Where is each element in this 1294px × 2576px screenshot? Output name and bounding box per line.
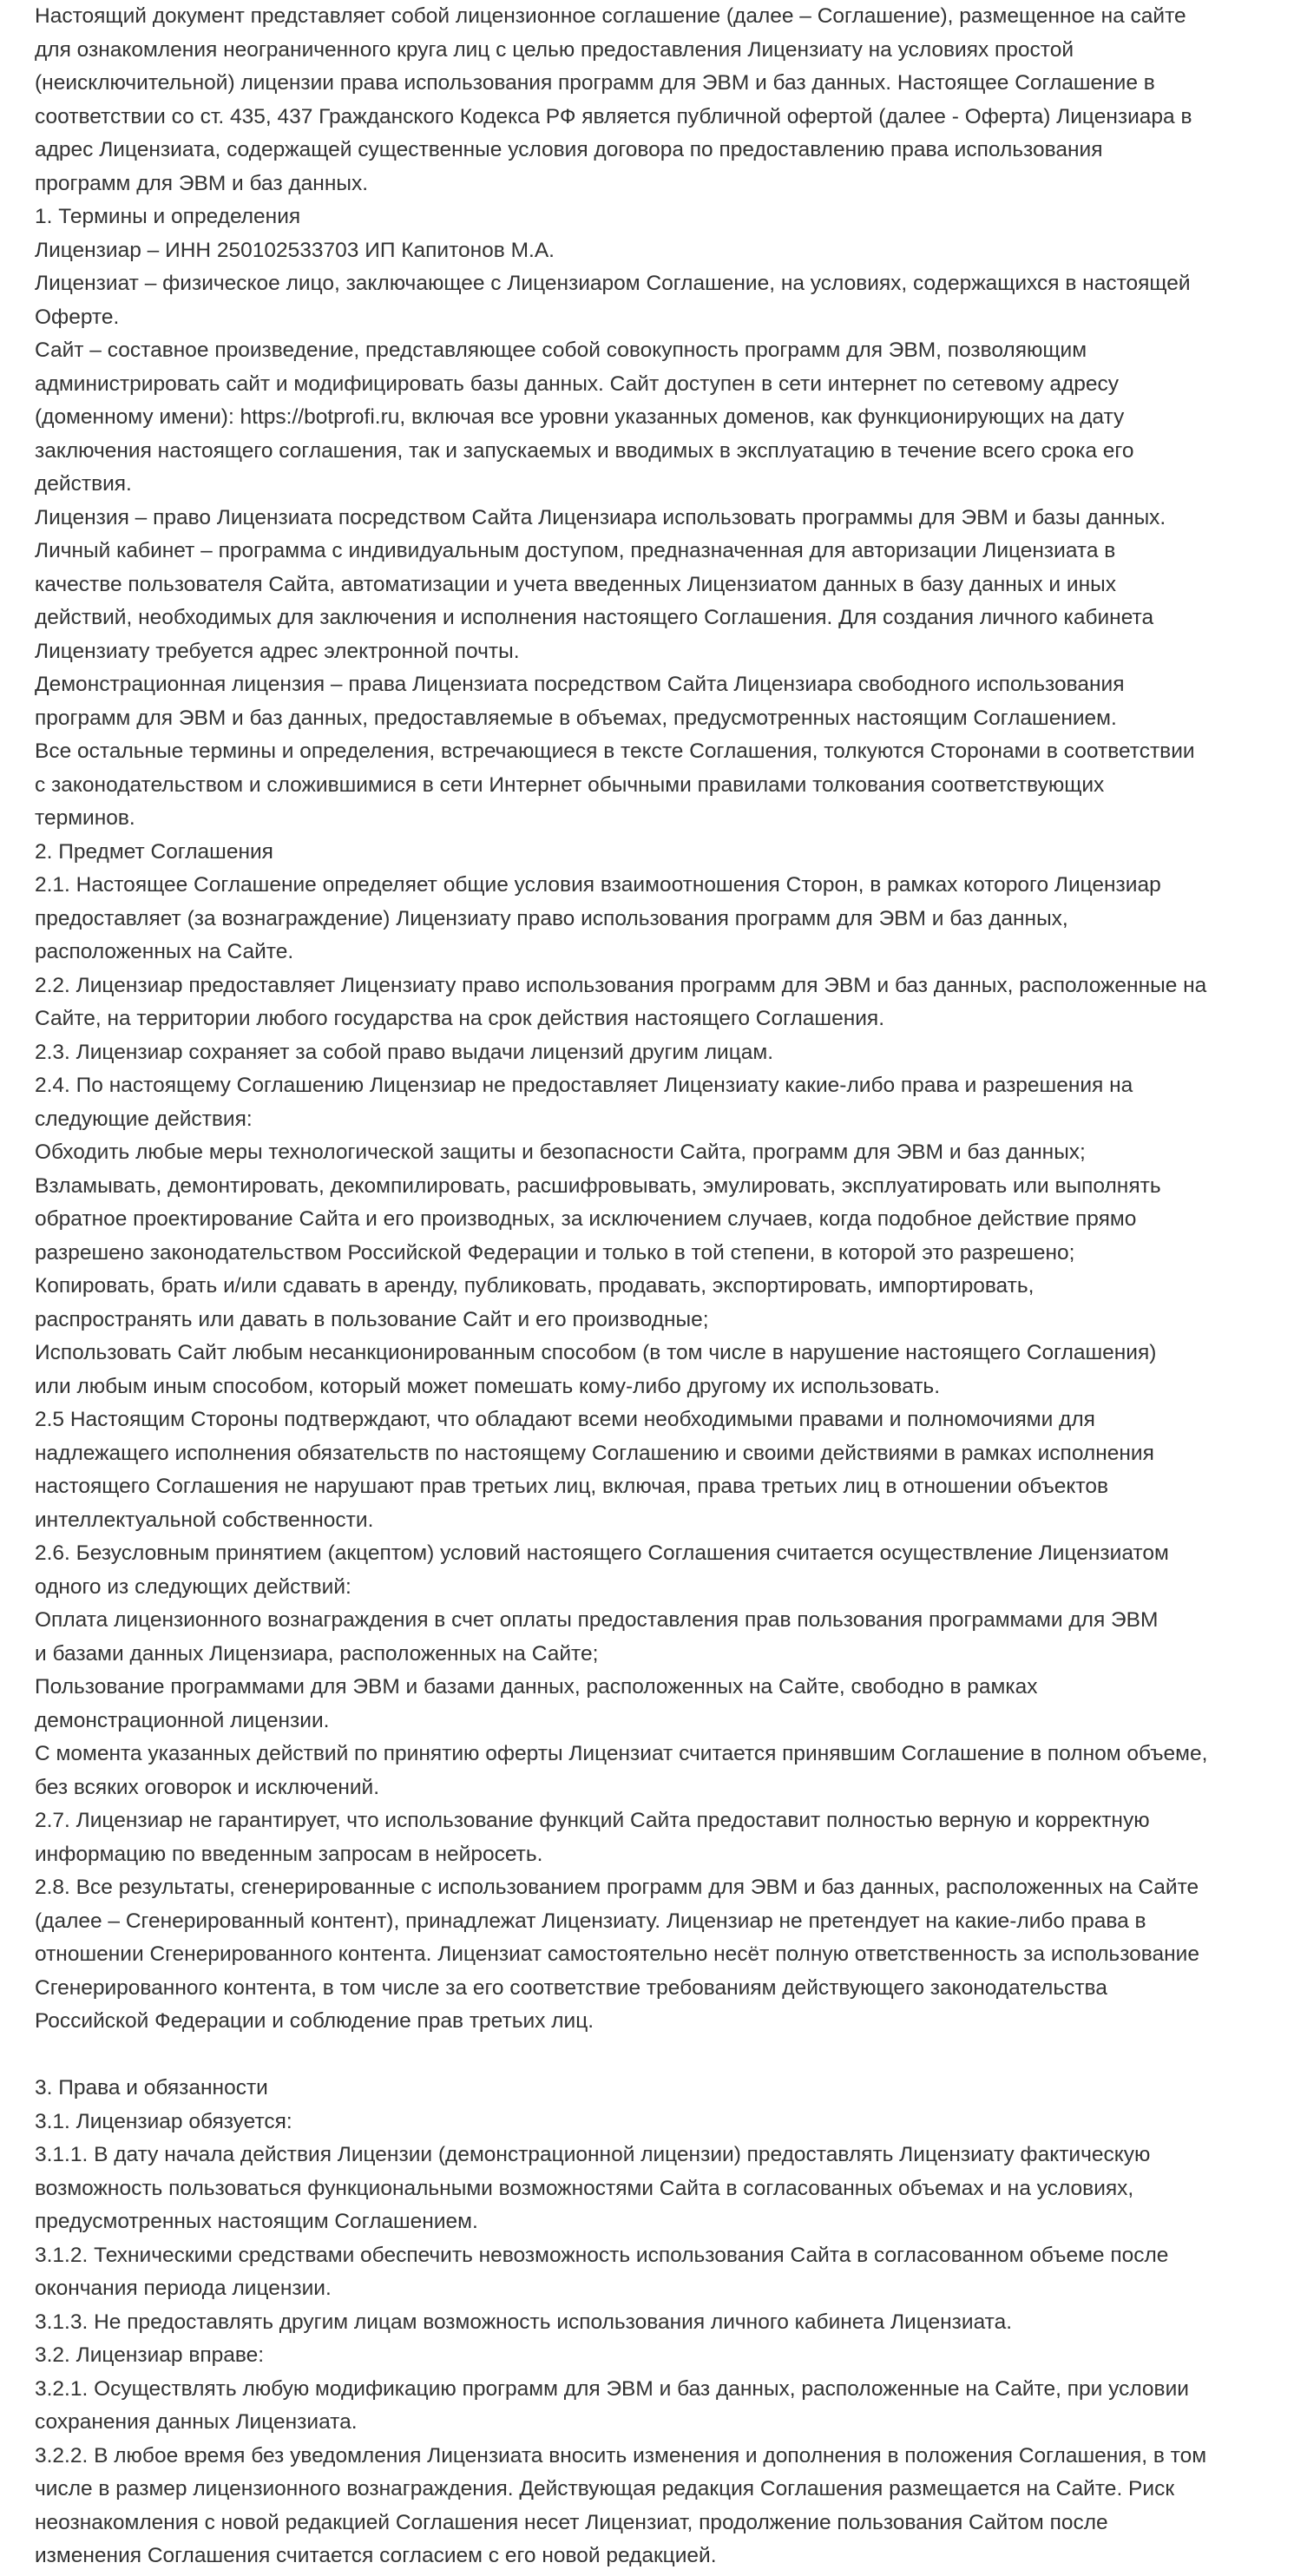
- clause-2-6-item-line: Пользование программами для ЭВМ и базами данных, расположенных на Сайте, свободно в рамках: [35, 1675, 1038, 1699]
- clause-2-7-line: информацию по введенным запросам в нейросеть.: [35, 1842, 543, 1866]
- clause-2-3-line: 2.3. Лицензиар сохраняет за собой право выдачи лицензий другим лицам.: [35, 1040, 774, 1064]
- clause-2-4-item-line: разрешено законодательством Российской Федерации и только в той степени, в которой это разрешено;: [35, 1240, 1075, 1265]
- clause-2-5-line: 2.5 Настоящим Стороны подтверждают, что обладают всеми необходимыми правами и полномочиями для: [35, 1408, 1095, 1431]
- section-1-line: Оферте.: [35, 305, 120, 329]
- clause-2-6-after-line: С момента указанных действий по принятию оферты Лицензиат считается принявшим Соглашение в полном объеме,: [35, 1742, 1208, 1765]
- section-3-line: 3.1. Лицензиар обязуется:: [35, 2109, 292, 2133]
- clause-2-1-line: предоставляет (за вознаграждение) Лицензиату право использования программ для ЭВМ и баз данных,: [35, 906, 1068, 930]
- section-2-heading: 2. Предмет Соглашения: [35, 839, 273, 864]
- clause-2-4-item-line: обратное проектирование Сайта и его производных, за исключением случаев, когда подобное действие прямо: [35, 1207, 1137, 1231]
- section-3-line: 3.1.2. Техническими средствами обеспечить невозможность использования Сайта в согласованном объеме после: [35, 2243, 1169, 2267]
- section-3-line: окончания периода лицензии.: [35, 2277, 332, 2300]
- section-3-line: изменения Соглашения считается согласием с его новой редакцией.: [35, 2544, 717, 2567]
- section-1-line: качестве пользователя Сайта, автоматизации и учета введенных Лицензиатом данных в базу данных и иных: [35, 572, 1116, 596]
- section-3-line: сохранения данных Лицензиата.: [35, 2410, 358, 2434]
- intro-line: соответствии со ст. 435, 437 Гражданского Кодекса РФ является публичной офертой (далее - Оферта) Лицензиара в: [35, 104, 1192, 128]
- section-3-line: числе в размер лицензионного вознаграждения. Действующая редакция Соглашения размещается на Сайте. Риск: [35, 2477, 1175, 2500]
- section-1-line: терминов.: [35, 806, 135, 830]
- section-1-line: действий, необходимых для заключения и исполнения настоящего Соглашения. Для создания личного кабинета: [35, 606, 1154, 629]
- clause-2-6-line: одного из следующих действий:: [35, 1574, 351, 1599]
- section-1-line: Лицензиату требуется адрес электронной почты.: [35, 639, 520, 663]
- clause-2-4-item-line: распространять или давать в пользование Сайт и его производные;: [35, 1307, 709, 1331]
- clause-2-4-line: следующие действия:: [35, 1107, 253, 1131]
- section-3-line: неознакомления с новой редакцией Соглашения несет Лицензиат, продолжение пользования Сайтом после: [35, 2510, 1108, 2534]
- clause-2-4-item-line: Обходить любые меры технологической защиты и безопасности Сайта, программ для ЭВМ и баз данных;: [35, 1140, 1086, 1164]
- clause-2-2-line: Сайте, на территории любого государства на срок действия настоящего Соглашения.: [35, 1007, 885, 1030]
- intro-line: для ознакомления неограниченного круга лиц с целью предоставления Лицензиату на условиях простой: [35, 37, 1074, 62]
- clause-2-2-line: 2.2. Лицензиар предоставляет Лицензиату право использования программ для ЭВМ и баз данных, расположенные на: [35, 973, 1207, 997]
- clause-2-7-line: 2.7. Лицензиар не гарантирует, что использование функций Сайта предоставит полностью верную и корректную: [35, 1809, 1150, 1832]
- section-3-line: возможность пользоваться функциональными возможностями Сайта в согласованных объемах и на условиях,: [35, 2176, 1134, 2200]
- section-1-line: Лицензиат – физическое лицо, заключающее с Лицензиаром Соглашение, на условиях, содержащихся в настоящей: [35, 272, 1191, 295]
- clause-2-6-after-line: без всяких оговорок и исключений.: [35, 1775, 380, 1799]
- clause-2-8-line: отношении Сгенерированного контента. Лицензиат самостоятельно несёт полную ответственность за использование: [35, 1942, 1199, 1966]
- section-1-line: Личный кабинет – программа с индивидуальным доступом, предназначенная для авторизации Лицензиата в: [35, 539, 1116, 562]
- section-1-line: программ для ЭВМ и баз данных, предоставляемые в объемах, предусмотренных настоящим Соглашением.: [35, 706, 1117, 730]
- intro-line: (неисключительной) лицензии права использования программ для ЭВМ и баз данных. Настоящее Соглашение в: [35, 71, 1155, 95]
- section-3-heading: 3. Права и обязанности: [35, 2076, 268, 2100]
- section-3-line: 3.1.1. В дату начала действия Лицензии (демонстрационной лицензии) предоставлять Лицензиату фактическую: [35, 2143, 1151, 2166]
- section-1-line: с законодательством и сложившимися в сети Интернет обычными правилами толкования соответствующих: [35, 772, 1105, 797]
- section-3-line: 3.2. Лицензиар вправе:: [35, 2343, 265, 2367]
- clause-2-4-item-line: Использовать Сайт любым несанкционированным способом (в том числе в нарушение настоящего Соглашения): [35, 1341, 1157, 1364]
- section-3-line: 3.2.1. Осуществлять любую модификацию программ для ЭВМ и баз данных, расположенные на Сайте, при условии: [35, 2376, 1189, 2401]
- section-1-line: (доменному имени): https://botprofi.ru, включая все уровни указанных доменов, как функционирующих на дату: [35, 405, 1125, 429]
- section-1-line: заключения настоящего соглашения, так и запускаемых и вводимых в эксплуатацию в течение всего срока его: [35, 438, 1134, 463]
- clause-2-6-item-line: Оплата лицензионного вознаграждения в счет оплаты предоставления прав пользования программами для ЭВМ: [35, 1608, 1159, 1632]
- intro-line: Настоящий документ представляет собой лицензионное соглашение (далее – Соглашение), размещенное на сайте: [35, 4, 1186, 28]
- clause-2-6-item-line: демонстрационной лицензии.: [35, 1708, 330, 1732]
- clause-2-6-item-line: и базами данных Лицензиара, расположенных на Сайте;: [35, 1641, 599, 1666]
- section-1-heading: 1. Термины и определения: [35, 205, 301, 228]
- clause-2-1-line: расположенных на Сайте.: [35, 940, 294, 963]
- clause-2-1-line: 2.1. Настоящее Соглашение определяет общие условия взаимоотношения Сторон, в рамках которого Лицензиар: [35, 873, 1161, 897]
- clause-2-4-line: 2.4. По настоящему Соглашению Лицензиар не предоставляет Лицензиату какие-либо права и разрешения на: [35, 1074, 1133, 1097]
- clause-2-6-line: 2.6. Безусловным принятием (акцептом) условий настоящего Соглашения считается осуществление Лицензиатом: [35, 1541, 1169, 1565]
- license-agreement-document: [35, 0, 1267, 2573]
- clause-2-5-line: интеллектуальной собственности.: [35, 1508, 374, 1532]
- section-1-line: Сайт – составное произведение, представляющее собой совокупность программ для ЭВМ, позволяющим: [35, 338, 1087, 362]
- section-1-line: действия.: [35, 472, 132, 496]
- section-1-line: Лицензиар – ИНН 250102533703 ИП Капитонов М.А.: [35, 238, 555, 262]
- clause-2-8-line: (далее – Сгенерированный контент), принадлежат Лицензиату. Лицензиар не претендует на какие-либо права в: [35, 1909, 1146, 1933]
- clause-2-5-line: надлежащего исполнения обязательств по настоящему Соглашению и своими действиями в рамках исполнения: [35, 1441, 1154, 1465]
- clause-2-4-item-line: Копировать, брать и/или сдавать в аренду, публиковать, продавать, экспортировать, импортировать,: [35, 1274, 1035, 1298]
- section-3-line: 3.2.2. В любое время без уведомления Лицензиата вносить изменения и дополнения в положения Соглашения, в том: [35, 2443, 1207, 2468]
- section-3-line: предусмотренных настоящим Соглашением.: [35, 2210, 478, 2233]
- intro-line: адрес Лицензиата, содержащей существенные условия договора по предоставлению права использования: [35, 138, 1103, 161]
- clause-2-4-item-line: Взламывать, демонтировать, декомпилировать, расшифровывать, эмулировать, эксплуатировать или выполнять: [35, 1173, 1161, 1198]
- clause-2-8-line: 2.8. Все результаты, сгенерированные с использованием программ для ЭВМ и баз данных, расположенных на Сайте: [35, 1876, 1199, 1899]
- section-1-line: Демонстрационная лицензия – права Лицензиата посредством Сайта Лицензиара свободного использования: [35, 673, 1125, 696]
- clause-2-8-line: Российской Федерации и соблюдение прав третьих лиц.: [35, 2009, 594, 2033]
- section-3-line: 3.1.3. Не предоставлять другим лицам возможность использования личного кабинета Лицензиата.: [35, 2310, 1013, 2334]
- clause-2-5-line: настоящего Соглашения не нарушают прав третьих лиц, включая, права третьих лиц в отношении объектов: [35, 1475, 1108, 1498]
- section-1-line: администрировать сайт и модифицировать базы данных. Сайт доступен в сети интернет по сетевому адресу: [35, 371, 1120, 396]
- intro-line: программ для ЭВМ и баз данных.: [35, 171, 369, 195]
- clause-2-4-item-line: или любым иным способом, который может помешать кому-либо другому их использовать.: [35, 1374, 941, 1398]
- section-1-line: Все остальные термины и определения, встречающиеся в тексте Соглашения, толкуются Сторонами в соответствии: [35, 739, 1195, 763]
- clause-2-8-line: Сгенерированного контента, в том числе за его соответствие требованиям действующего законодательства: [35, 1975, 1107, 2000]
- section-1-line: Лицензия – право Лицензиата посредством Сайта Лицензиара использовать программы для ЭВМ и базы данных.: [35, 505, 1166, 529]
- blank-line: [35, 2039, 1267, 2073]
